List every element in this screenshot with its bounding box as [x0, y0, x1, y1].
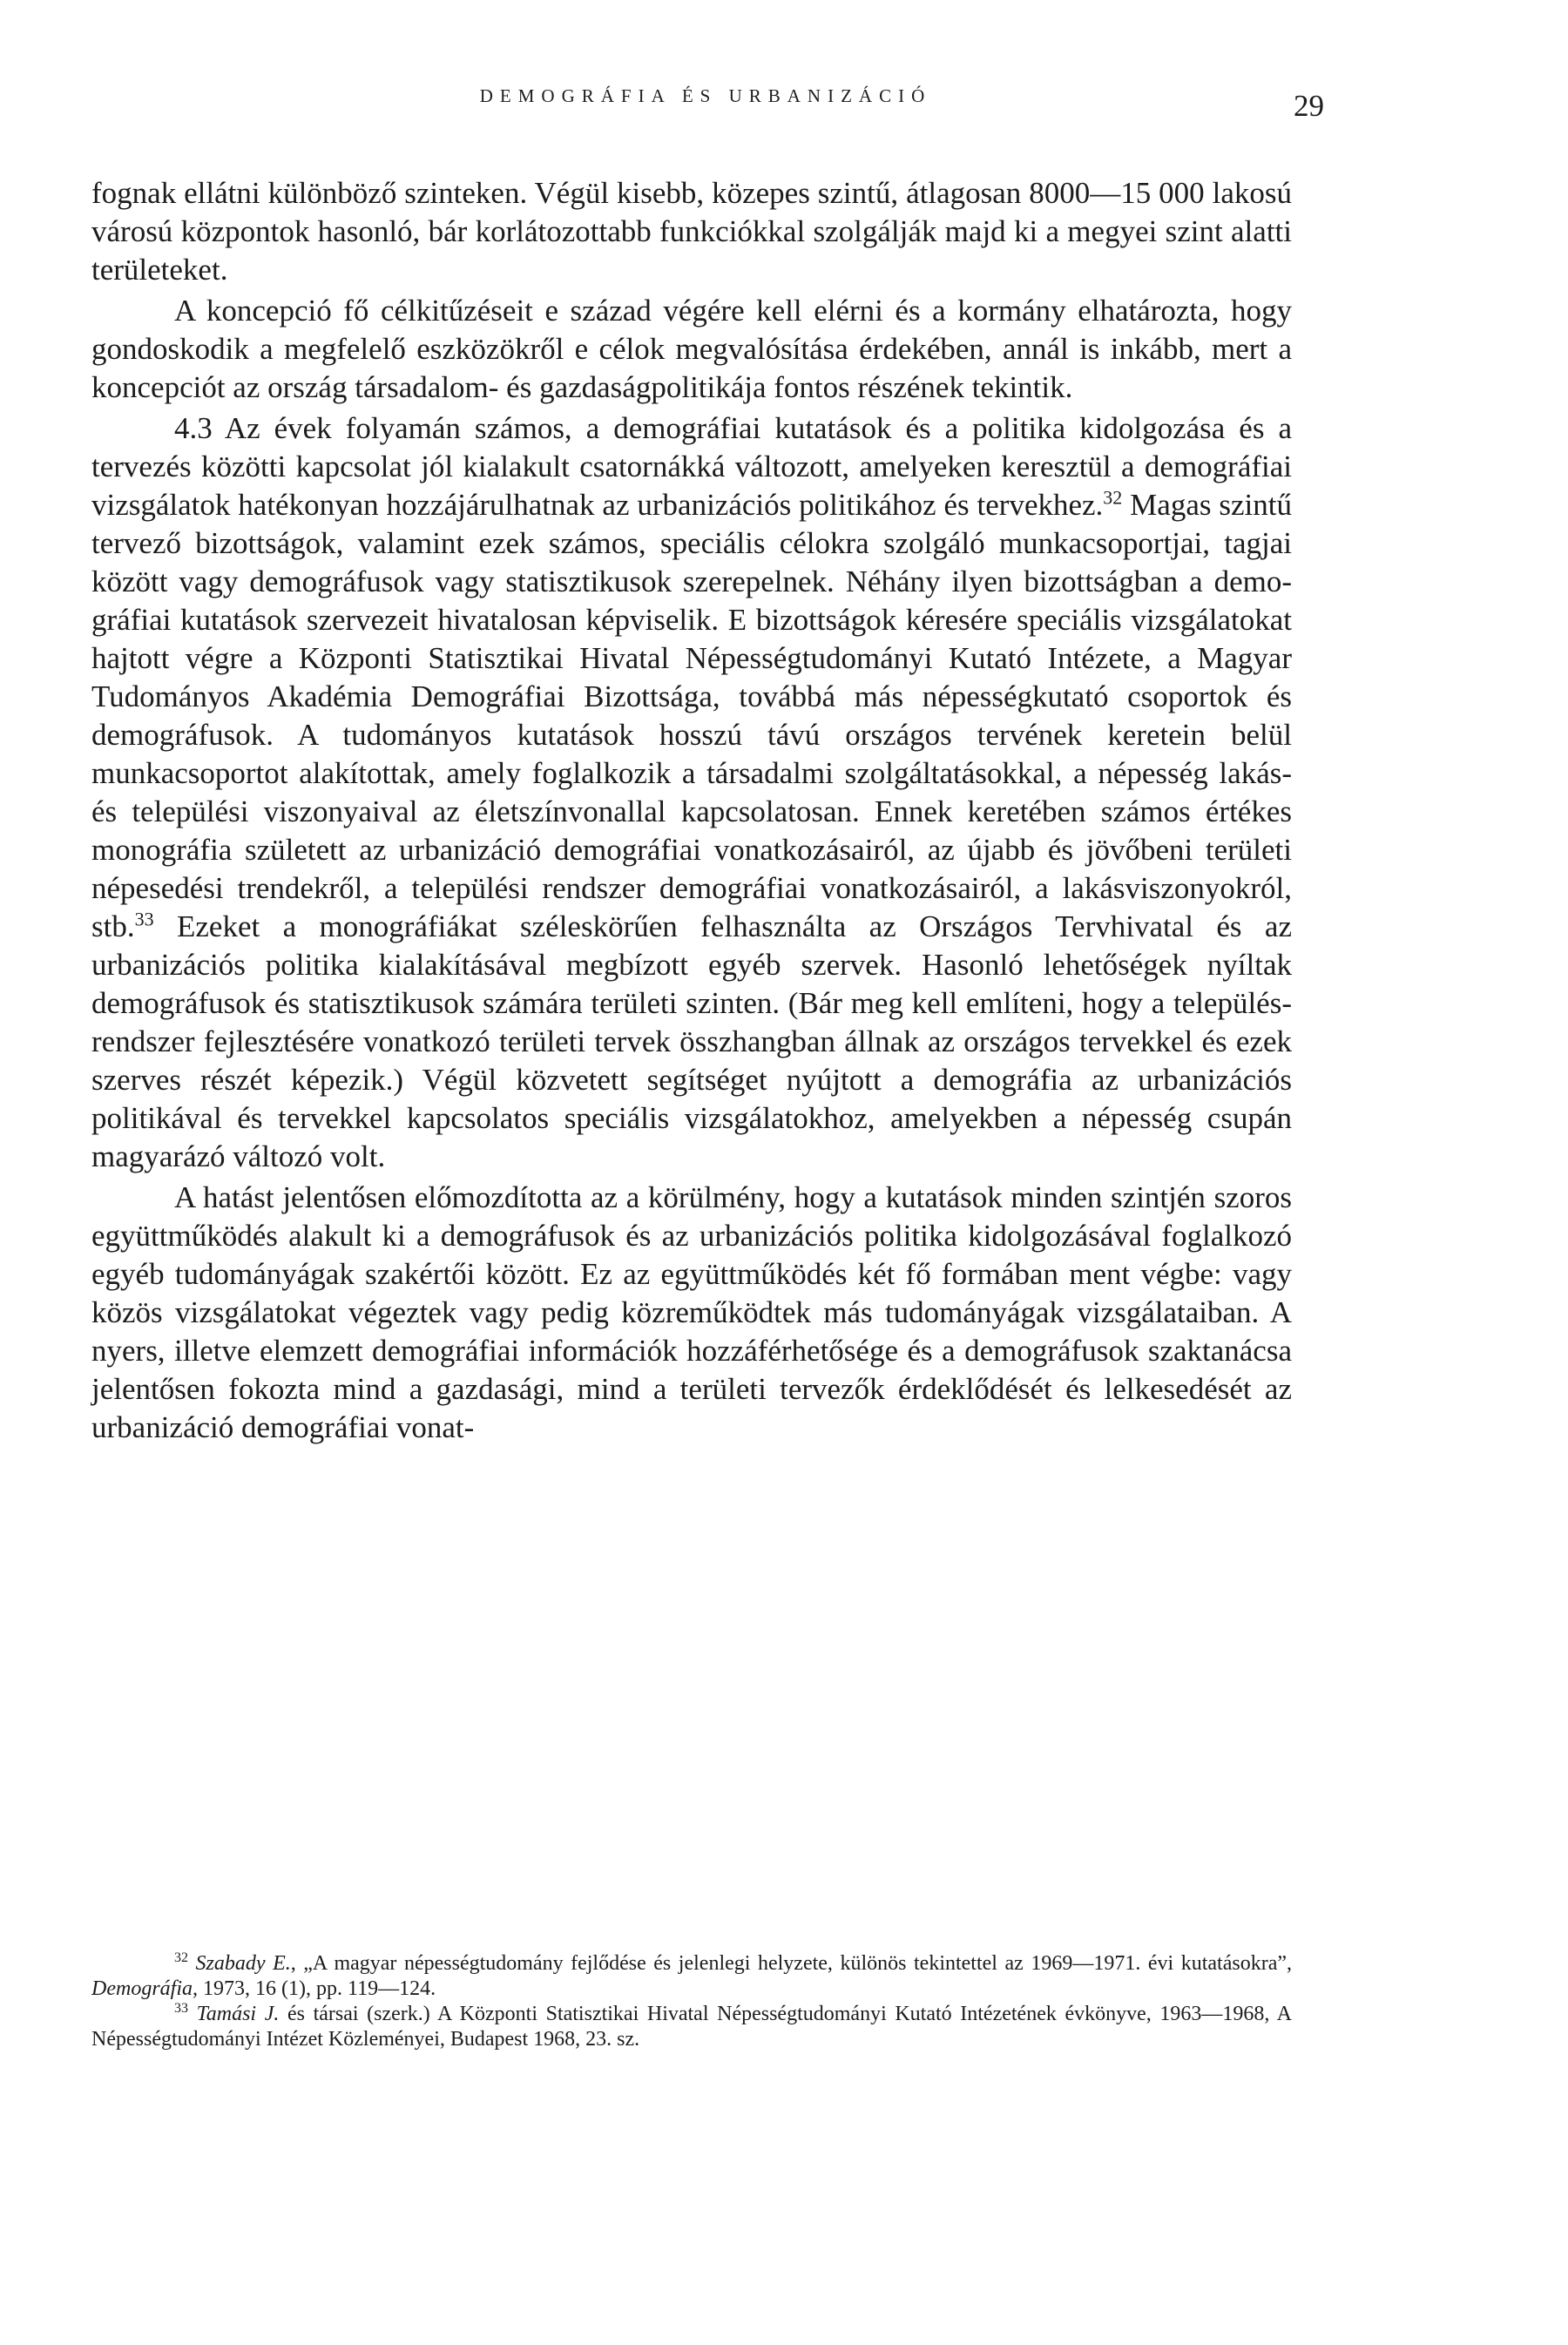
footnote-ref-33: 33 — [134, 908, 154, 930]
page-number: 29 — [1294, 89, 1324, 123]
footnote-journal: Demográfia, — [91, 1977, 198, 2000]
paragraph-3-part-a: 4.3 Az évek folyamán számos, a demográfiai kutatások és a politika kidolgozása és a tervezés közötti kapcsolat jól kialakult csatornákká változott, amelyeken keresztül a demográfiai vizsgálatok hatékonyan hozzájárulhatnak az urbanizációs politikához és tervekhez. — [91, 411, 1292, 522]
footnote-text: és társai (szerk.) A Központi Statisztikai Hivatal Népességtudományi Kutató Intézetének évkönyve, 1963—1968, A Népességtudományi Intézet Közleményei, Budapest 1968, 23. sz. — [91, 2003, 1292, 2051]
paragraph-3 — [91, 409, 1292, 1176]
running-head — [87, 77, 1324, 129]
footnote-author: Tamási J. — [196, 2003, 280, 2025]
footnote-text: , „A magyar népességtudomány fejlődése és jelenlegi helyzete, különös tekintettel az 1969—1971. évi kutatásokra”, — [290, 1952, 1292, 1975]
body-text — [91, 174, 1292, 1447]
paragraph-3-part-b: Magas szintű tervező bizottságok, valamint ezek számos, speciális célokra szolgáló munkacsoportjai, tagjai között vagy demográfusok vagy statisztikusok szerepelnek. Néhány ilyen bizottságban a demográfiai kutatások szervezeit hivatalosan képviselik. E bizottságok kéresére speciális vizsgálatokat hajtott végre a Központi Statisztikai Hivatal Népességtudományi Kutató Intézete, a Magyar Tudományos Akadémia Demográfiai Bizottsága, továbbá más népességkutató csoportok és demográfusok. A tudományos kutatások hosszú távú országos tervének keretein belül munkacsoportot alakítottak, amely foglalkozik a társadalmi szolgáltatásokkal, a népesség lakás- és települési viszonyaival az életszínvonallal kapcsolatosan. Ennek keretében számos értékes monográfia született az urbanizáció demográfiai vonatkozásairól, az újabb és jövőbeni területi népesedési trendekről, a települési rendszer demográfiai vonatkozásairól, a lakásviszonyokról, stb. — [91, 488, 1292, 943]
footnotes — [91, 1951, 1292, 2052]
footnote-author: Szabady E. — [195, 1952, 291, 1975]
footnote-mark: 33 — [174, 2001, 188, 2016]
running-title: DEMOGRÁFIA ÉS URBANIZÁCIÓ — [479, 85, 932, 106]
paragraph-1: fognak ellátni különböző szinteken. Végül kisebb, közepes szintű, átlagosan 8000—15 000 lakosú városú központok hasonló, bár korlátozottabb funkciókkal szolgálják majd ki a megyei szint alatti területeket. — [91, 176, 1292, 287]
paragraph-2: A koncepció fő célkitűzéseit e század végére kell elérni és a kormány elhatározta, hogy gondoskodik a megfelelő eszközökről e célok megvalósítása érdekében, annál is inkább, mert a koncepciót az ország társadalom- és gazdaságpolitikája fontos részének tekintik. — [91, 294, 1292, 404]
footnote-text-end: 1973, 16 (1), pp. 119—124. — [198, 1977, 436, 2000]
footnote-ref-32: 32 — [1103, 486, 1123, 509]
paragraph-4: A hatást jelentősen előmozdította az a körülmény, hogy a kutatások minden szintjén szoros együttműködés alakult ki a demográfusok és az urbanizációs politika kidolgozásával foglalkozó egyéb tudományágak szakértői között. Ez az együttműködés két fő formában ment végbe: vagy közös vizsgálatokat végeztek vagy pedig közreműködtek más tudományágak vizsgálataiban. A nyers, illetve elemzett demográfiai információk hozzáférhetősége és a demográfusok szaktanácsa jelentősen fokozta mind a gazdasági, mind a területi tervezők érdeklődését és lelkesedését az urbanizáció demográfiai vonat- — [91, 1180, 1292, 1444]
footnote-33 — [91, 2002, 1292, 2052]
footnote-mark: 32 — [174, 1950, 188, 1965]
footnote-32 — [91, 1951, 1292, 2002]
paragraph-3-part-c: Ezeket a monográfiákat széleskörűen felhasználta az Országos Tervhivatal és az urbanizációs politika kialakításával megbízott egyéb szervek. Hasonló lehetőségek nyíltak demográfusok és statisztikusok számára területi szinten. (Bár meg kell említeni, hogy a településrendszer fejlesztésére vonatkozó területi tervek összhangban állnak az országos tervekkel és ezek szerves részét képezik.) Végül közvetett segítséget nyújtott a demográfia az urbanizációs politikával és tervekkel kapcsolatos speciális vizsgálatokhoz, amelyekben a népesség csupán magyarázó változó volt. — [91, 909, 1292, 1173]
